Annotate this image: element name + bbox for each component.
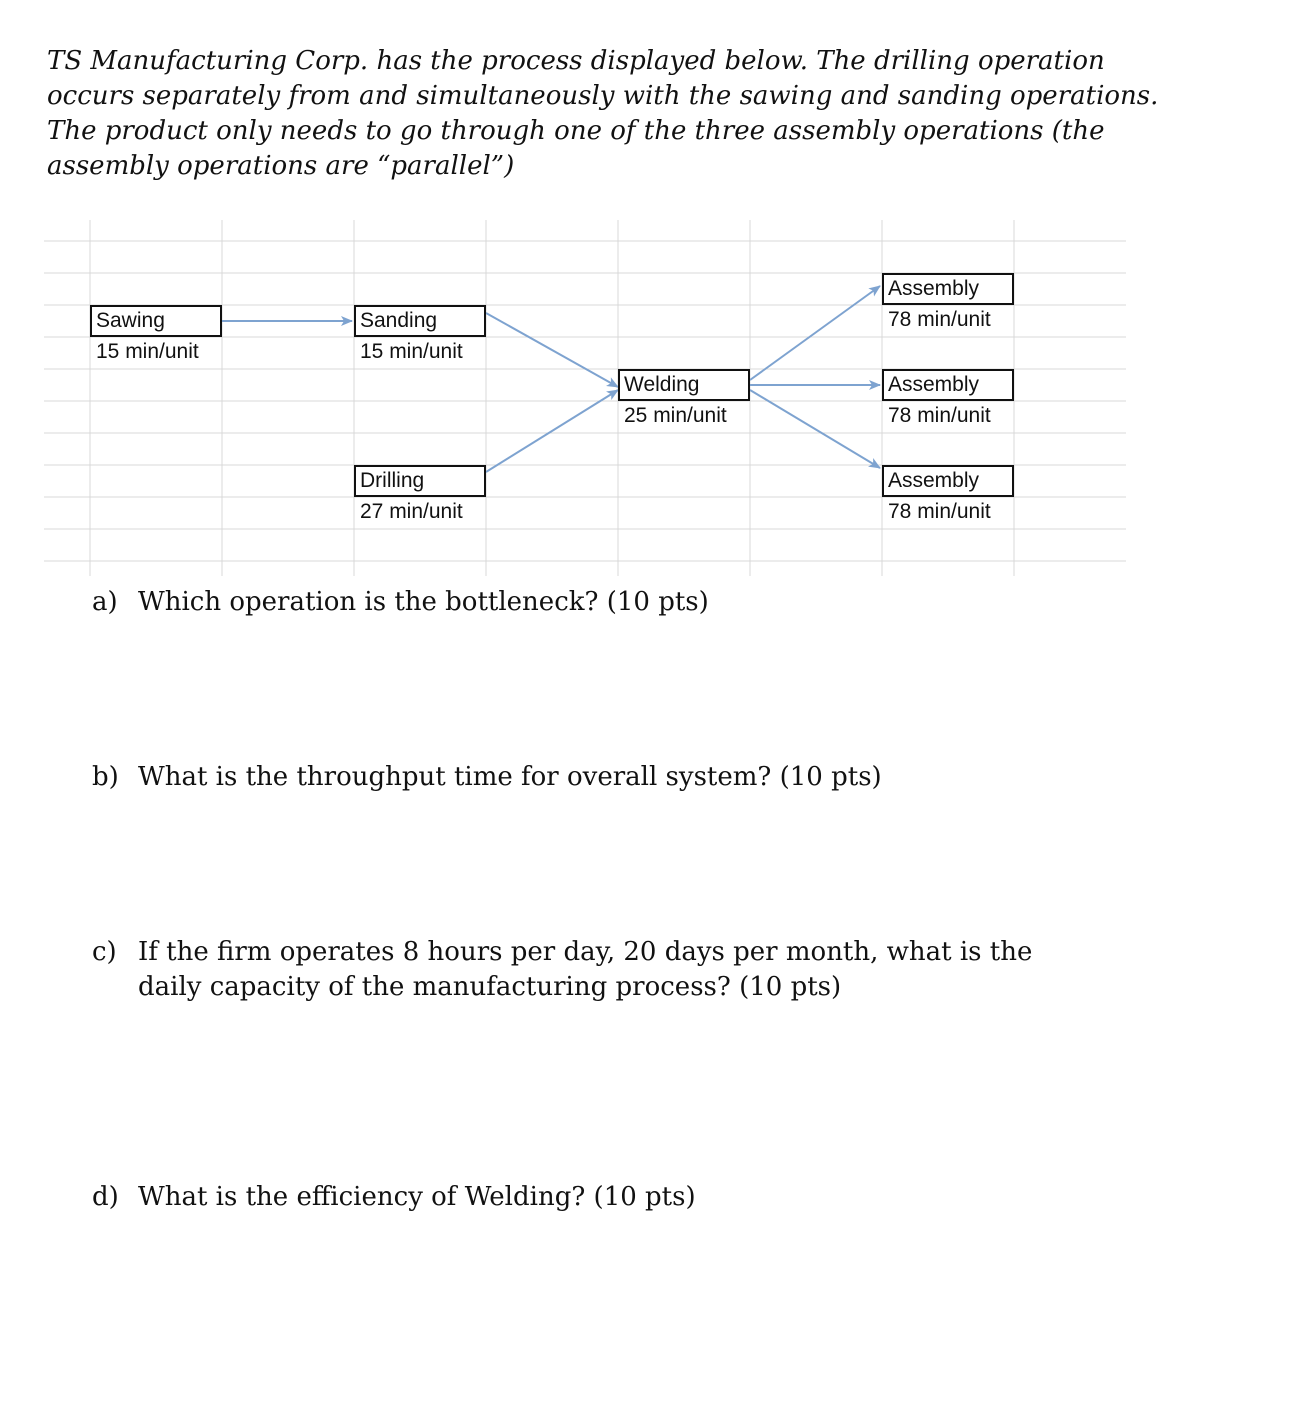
assembly-1-rate: 78 min/unit — [888, 308, 991, 331]
drilling-rate: 27 min/unit — [360, 500, 463, 523]
question-b — [92, 760, 1092, 795]
question-b-label: b) — [92, 762, 119, 792]
question-a-text: Which operation is the bottleneck? (10 pts) — [138, 587, 709, 617]
assembly-3-rate: 78 min/unit — [888, 500, 991, 523]
cropped-heading-fragment — [150, 0, 430, 4]
question-d — [92, 1180, 1092, 1215]
sanding-rate: 15 min/unit — [360, 340, 463, 363]
process-flow-diagram — [44, 220, 1129, 580]
arrow-welding-to-assembly-3 — [750, 390, 880, 468]
question-a — [92, 585, 1092, 620]
question-a-label: a) — [92, 587, 118, 617]
sawing-rate: 15 min/unit — [96, 340, 199, 363]
assembly-2-box: Assembly — [882, 369, 1014, 401]
arrow-sanding-to-welding — [486, 313, 618, 387]
assembly-1-box: Assembly — [882, 273, 1014, 305]
assembly-3-box: Assembly — [882, 465, 1014, 497]
problem-intro: TS Manufacturing Corp. has the process displayed below. The drilling operation occurs separately from and simultaneously with the sawing and sanding operations. The product only needs to go through one of the three assembly operations (the assembly operations are “parallel”) — [47, 46, 1159, 181]
sanding-box: Sanding — [354, 305, 486, 337]
arrow-drilling-to-welding — [486, 390, 618, 472]
question-b-text: What is the throughput time for overall system? (10 pts) — [138, 762, 882, 792]
flow-arrows — [222, 286, 880, 472]
question-c — [92, 935, 1082, 1005]
question-d-label: d) — [92, 1182, 119, 1212]
welding-box: Welding — [618, 369, 750, 401]
sawing-box: Sawing — [90, 305, 222, 337]
question-c-label: c) — [92, 937, 117, 967]
question-d-text: What is the efficiency of Welding? (10 pts) — [138, 1182, 696, 1212]
assembly-2-rate: 78 min/unit — [888, 404, 991, 427]
drilling-box: Drilling — [354, 465, 486, 497]
arrow-welding-to-assembly-1 — [750, 286, 880, 380]
welding-rate: 25 min/unit — [624, 404, 727, 427]
question-c-text: If the firm operates 8 hours per day, 20 days per month, what is the daily capacity of the manufacturing process? (10 pts) — [138, 937, 1033, 1002]
